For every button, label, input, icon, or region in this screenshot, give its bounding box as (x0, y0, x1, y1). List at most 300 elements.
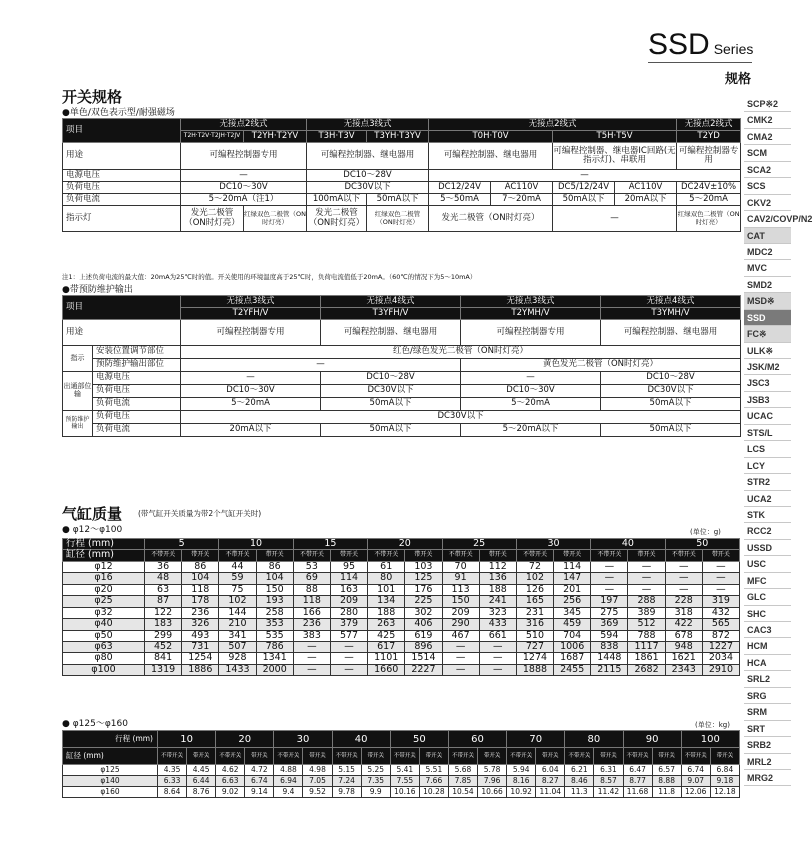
cell: 7.66 (419, 776, 448, 787)
header-group: 无接点4线式 (601, 296, 741, 308)
header-no-switch: 不带开关 (390, 748, 419, 765)
header-with-switch: 带开关 (710, 748, 739, 765)
cell: 12.18 (710, 787, 739, 798)
cell: — (591, 573, 628, 584)
cell: 2910 (702, 664, 739, 675)
cell: 144 (219, 607, 256, 618)
sidebar-item[interactable]: LCS (744, 441, 791, 457)
sidebar-item[interactable]: SMD2 (744, 277, 791, 293)
cell: 422 (665, 619, 702, 630)
cell: 577 (330, 630, 367, 641)
sidebar-item[interactable]: MDC2 (744, 244, 791, 260)
cell: 7.96 (478, 776, 507, 787)
header-model: T2YH·T2YV (244, 131, 307, 143)
cell: 5.15 (332, 765, 361, 776)
header-stroke-value: 20 (368, 539, 442, 550)
cell: 134 (368, 596, 405, 607)
cell: — (628, 573, 665, 584)
sidebar-item[interactable]: GLC (744, 589, 791, 605)
cell: φ63 (63, 641, 145, 652)
cell: 101 (368, 584, 405, 595)
header-model: T3YMH/V (601, 308, 741, 320)
sidebar-item[interactable]: SCP※2 (744, 96, 791, 112)
sidebar-item[interactable]: USC (744, 556, 791, 572)
cell: 493 (182, 630, 219, 641)
cell: 326 (182, 619, 219, 630)
cell: 183 (145, 619, 182, 630)
cell: 786 (256, 641, 293, 652)
cell: 1274 (516, 653, 553, 664)
cell: AC110V (615, 182, 677, 194)
cell: 263 (368, 619, 405, 630)
cell: 316 (516, 619, 553, 630)
cell: 发光二极管（ON时灯亮） (307, 206, 367, 232)
cell: — (479, 664, 516, 675)
cell: φ100 (63, 664, 145, 675)
cell: 8.77 (623, 776, 652, 787)
footnote: 注1：上述负荷电流的最大值：20mA为25℃时的值。开关使用的环境温度高于25℃时，负荷电流值低于20mA。（60℃的情况下为5～10mA） (62, 273, 477, 281)
cell: 6.47 (623, 765, 652, 776)
cell: 6.74 (681, 765, 710, 776)
cell: 50mA以下 (601, 424, 741, 437)
sidebar-item[interactable]: SRT (744, 721, 791, 737)
cell: 118 (293, 596, 330, 607)
cell: 166 (293, 607, 330, 618)
cell: 704 (554, 630, 591, 641)
header-with-switch: 带开关 (361, 748, 390, 765)
cell: φ50 (63, 630, 145, 641)
cell: 535 (256, 630, 293, 641)
cell: 209 (330, 596, 367, 607)
cell: φ25 (63, 596, 145, 607)
cell: 可编程控制器专用 (461, 320, 601, 346)
cell: DC12/24V (429, 182, 491, 194)
header-with-switch: 带开关 (182, 550, 219, 561)
cell: 9.9 (361, 787, 390, 798)
cell: 7～20mA (491, 194, 553, 206)
cell: 1448 (591, 653, 628, 664)
cell: 9.02 (216, 787, 245, 798)
table-row (63, 561, 740, 572)
series-index-sidebar (744, 96, 812, 786)
cell: 4.88 (274, 765, 303, 776)
cell: 126 (516, 584, 553, 595)
cell: 1621 (665, 653, 702, 664)
cell: φ16 (63, 573, 145, 584)
cell: 8.46 (565, 776, 594, 787)
sidebar-item[interactable]: MVC (744, 260, 791, 276)
cell: φ20 (63, 584, 145, 595)
sidebar-item[interactable]: SCM (744, 145, 791, 161)
cell: — (591, 584, 628, 595)
header-model: T0H·T0V (429, 131, 553, 143)
row-label: 负荷电压 (63, 182, 181, 194)
cell: 619 (405, 630, 442, 641)
cell: 178 (182, 596, 219, 607)
cell: — (293, 641, 330, 652)
maintenance-output-table (62, 295, 741, 437)
header-model: T3YFH/V (321, 308, 461, 320)
cell: 4.35 (158, 765, 187, 776)
cell: 838 (591, 641, 628, 652)
cell: 5.68 (448, 765, 477, 776)
sidebar-item[interactable]: JSC3 (744, 375, 791, 391)
cell: 9.18 (710, 776, 739, 787)
cell: 可编程控制器、继电器用 (321, 320, 461, 346)
sidebar-item[interactable]: CAT (744, 228, 791, 244)
cell: 113 (442, 584, 479, 595)
row-label: 预防维护输出部位 (93, 359, 181, 372)
unit-label: (单位：kg) (695, 721, 730, 729)
cell: 4.45 (187, 765, 216, 776)
cell: 1227 (702, 641, 739, 652)
header-group: 无接点4线式 (321, 296, 461, 308)
sidebar-item[interactable]: SRL2 (744, 671, 791, 687)
cell: 4.62 (216, 765, 245, 776)
header-with-switch: 带开关 (479, 550, 516, 561)
cell: 2455 (554, 664, 591, 675)
sidebar-item[interactable]: SRB2 (744, 737, 791, 753)
cell: 50mA以下 (367, 194, 429, 206)
cell: 225 (405, 596, 442, 607)
cell: — (553, 206, 677, 232)
cell: DC30V以下 (181, 411, 741, 424)
header-with-switch: 带开关 (419, 748, 448, 765)
cell: 112 (479, 561, 516, 572)
cell: 8.16 (507, 776, 536, 787)
cell: 594 (591, 630, 628, 641)
cell: 红绿双色二极管（ON时灯亮） (367, 206, 429, 232)
cell: 150 (256, 584, 293, 595)
cell: 467 (442, 630, 479, 641)
cell: 353 (256, 619, 293, 630)
sidebar-item[interactable]: MRL2 (744, 754, 791, 770)
cell: 95 (330, 561, 367, 572)
sidebar-item[interactable]: MFC (744, 573, 791, 589)
cell: 11.42 (594, 787, 623, 798)
sidebar-item[interactable]: UCAC (744, 408, 791, 424)
header-model: T2YMH/V (461, 308, 601, 320)
section-title-cylinder-mass: 气缸质量 (62, 506, 123, 523)
table-row (63, 596, 740, 607)
cell: 4.98 (303, 765, 332, 776)
sidebar-item[interactable]: STR2 (744, 474, 791, 490)
header-stroke-value: 50 (390, 731, 448, 748)
cell: 452 (145, 641, 182, 652)
cell: 20mA以下 (181, 424, 321, 437)
sidebar-item[interactable]: HCM (744, 638, 791, 654)
cell: DC10～28V (321, 372, 461, 385)
header-group: 无接点3线式 (181, 296, 321, 308)
row-label: 用途 (63, 320, 181, 346)
cell: 9.14 (245, 787, 274, 798)
cell: 258 (256, 607, 293, 618)
header-with-switch: 带开关 (405, 550, 442, 561)
table-row (63, 630, 740, 641)
cell: DC30V以下 (307, 182, 429, 194)
cell: 2227 (405, 664, 442, 675)
cell: 91 (442, 573, 479, 584)
cell: 661 (479, 630, 516, 641)
cell: 8.27 (536, 776, 565, 787)
cell: 1660 (368, 664, 405, 675)
cell: 176 (405, 584, 442, 595)
cell: 可编程控制器专用 (677, 143, 741, 170)
header-item: 项目 (63, 119, 181, 143)
cell: φ40 (63, 619, 145, 630)
cell: 383 (293, 630, 330, 641)
cell: 100mA以下 (307, 194, 367, 206)
cell: 88 (293, 584, 330, 595)
cell: 8.57 (594, 776, 623, 787)
cell: 5.94 (507, 765, 536, 776)
cell: 75 (219, 584, 256, 595)
cell: 727 (516, 641, 553, 652)
cell: 50mA以下 (321, 398, 461, 411)
group-label: 预防维护输出 (63, 411, 93, 437)
header-with-switch: 带开关 (256, 550, 293, 561)
sidebar-item[interactable]: FC※ (744, 326, 791, 342)
row-label: 负荷电流 (93, 398, 181, 411)
header-with-switch: 带开关 (303, 748, 332, 765)
cell: 48 (145, 573, 182, 584)
table-row (63, 787, 740, 798)
cell: 9.4 (274, 787, 303, 798)
cell: 948 (665, 641, 702, 652)
cell: 87 (145, 596, 182, 607)
header-no-switch: 不带开关 (293, 550, 330, 561)
header-no-switch: 不带开关 (145, 550, 182, 561)
group-label: 指示 (63, 346, 93, 372)
header-with-switch: 带开关 (594, 748, 623, 765)
header-group: 无接点2线式 (181, 119, 307, 131)
cell: 507 (219, 641, 256, 652)
row-label: 电源电压 (93, 372, 181, 385)
cell: 125 (405, 573, 442, 584)
table-row (63, 765, 740, 776)
header-group: 无接点3线式 (307, 119, 429, 131)
cell: DC30V以下 (601, 385, 741, 398)
sidebar-item[interactable]: CMA2 (744, 129, 791, 145)
cell: 可编程控制器、继电器用 (601, 320, 741, 346)
sidebar-item[interactable]: STK (744, 507, 791, 523)
spec-heading: 规格 (725, 72, 752, 87)
header-item: 项目 (63, 296, 181, 320)
sidebar-item[interactable]: RCC2 (744, 523, 791, 539)
cell: 6.63 (216, 776, 245, 787)
cell: φ32 (63, 607, 145, 618)
cell: 5～20mA（注1） (181, 194, 307, 206)
cell: 241 (479, 596, 516, 607)
header-no-switch: 不带开关 (565, 748, 594, 765)
cell: φ160 (63, 787, 158, 798)
cell: 1006 (554, 641, 591, 652)
cell: DC10～28V (601, 372, 741, 385)
switch-spec-table (62, 118, 741, 232)
cell: 8.64 (158, 787, 187, 798)
cell: — (330, 653, 367, 664)
header-model: T2YFH/V (181, 308, 321, 320)
header-no-switch: 不带开关 (158, 748, 187, 765)
sidebar-item[interactable]: SCS (744, 178, 791, 194)
table-row (63, 607, 740, 618)
cell: 928 (219, 653, 256, 664)
cell: — (665, 584, 702, 595)
cell: 288 (628, 596, 665, 607)
cell: — (665, 561, 702, 572)
header-no-switch: 不带开关 (507, 748, 536, 765)
cell: 118 (182, 584, 219, 595)
cell: 发光二极管（ON时灯亮） (429, 206, 553, 232)
sidebar-item[interactable]: SHC (744, 606, 791, 622)
row-label: 用途 (63, 143, 181, 170)
sidebar-item[interactable]: CAC3 (744, 622, 791, 638)
row-label: 负荷电压 (93, 411, 181, 424)
cell: 5.25 (361, 765, 390, 776)
row-label: 负荷电压 (93, 385, 181, 398)
header-stroke-value: 80 (565, 731, 623, 748)
row-label: 指示灯 (63, 206, 181, 232)
cell: 210 (219, 619, 256, 630)
header-stroke-value: 5 (145, 539, 219, 550)
cell: 70 (442, 561, 479, 572)
bore-range: ● φ12～φ100 (62, 525, 123, 535)
cell: 433 (479, 619, 516, 630)
cell: — (293, 653, 330, 664)
sidebar-item[interactable]: ULK※ (744, 343, 791, 359)
subtitle-single-dual: ●单色/双色表示型/耐强磁场 (62, 108, 175, 118)
header-stroke: 行程 (mm) (63, 539, 145, 550)
cell: 788 (628, 630, 665, 641)
cell: 11.8 (652, 787, 681, 798)
series-name: SSD (648, 28, 710, 61)
cell: — (628, 561, 665, 572)
cell: 53 (293, 561, 330, 572)
cell: — (330, 664, 367, 675)
header-bore: 缸径 (mm) (63, 748, 158, 765)
bore-range: ● φ125～φ160 (62, 719, 128, 729)
cell: — (628, 584, 665, 595)
cell: 8.88 (652, 776, 681, 787)
cell: AC110V (491, 182, 553, 194)
sidebar-item[interactable]: SRG (744, 688, 791, 704)
cell: — (181, 359, 461, 372)
cell: — (702, 584, 739, 595)
sidebar-item[interactable]: MRG2 (744, 770, 791, 786)
cell: 231 (516, 607, 553, 618)
cell: — (461, 372, 601, 385)
cell: 1117 (628, 641, 665, 652)
sidebar-item[interactable]: CAV2/COVP/N2 (744, 211, 791, 227)
cell: 80 (368, 573, 405, 584)
cell: 11.3 (565, 787, 594, 798)
table-row (63, 776, 740, 787)
cell: 379 (330, 619, 367, 630)
cell: 9.07 (681, 776, 710, 787)
cell: 163 (330, 584, 367, 595)
sidebar-item[interactable]: CKV2 (744, 195, 791, 211)
cell: 280 (330, 607, 367, 618)
cell: DC10～30V (181, 182, 307, 194)
cell: 275 (591, 607, 628, 618)
header-no-switch: 不带开关 (448, 748, 477, 765)
cell: 345 (554, 607, 591, 618)
sidebar-item[interactable]: HCA (744, 655, 791, 671)
cell: 256 (554, 596, 591, 607)
cell: 236 (182, 607, 219, 618)
header-stroke-value: 90 (623, 731, 681, 748)
cell: 565 (702, 619, 739, 630)
cell: 5～20mA以下 (461, 424, 601, 437)
cell: 114 (554, 561, 591, 572)
cell: 201 (554, 584, 591, 595)
cell: 318 (665, 607, 702, 618)
sidebar-item[interactable]: JSK/M2 (744, 359, 791, 375)
cell: 5.41 (390, 765, 419, 776)
sidebar-item[interactable]: JSB3 (744, 392, 791, 408)
sidebar-item[interactable]: SRM (744, 704, 791, 720)
cell: 6.33 (158, 776, 187, 787)
cell: 72 (516, 561, 553, 572)
cell: φ140 (63, 776, 158, 787)
header-group: 无接点2线式 (429, 119, 677, 131)
header-stroke-value: 40 (332, 731, 390, 748)
header-group: 无接点2线式 (677, 119, 741, 131)
cell: 731 (182, 641, 219, 652)
cell: 5～20mA (181, 398, 321, 411)
cell: 6.04 (536, 765, 565, 776)
sidebar-item[interactable]: UCA2 (744, 491, 791, 507)
cell: 50mA以下 (601, 398, 741, 411)
table-row (63, 653, 740, 664)
cell: 可编程控制器、继电器IC回路(无指示灯)、串联用 (553, 143, 677, 170)
cell: — (479, 641, 516, 652)
cell: 299 (145, 630, 182, 641)
cell: 5～20mA (677, 194, 741, 206)
header-stroke-value: 40 (591, 539, 665, 550)
sidebar-item[interactable]: CMK2 (744, 112, 791, 128)
sidebar-item[interactable]: LCY (744, 458, 791, 474)
sidebar-item[interactable]: SCA2 (744, 162, 791, 178)
cell: 36 (145, 561, 182, 572)
header-with-switch: 带开关 (702, 550, 739, 561)
cell: — (479, 653, 516, 664)
sidebar-item[interactable]: USSD (744, 540, 791, 556)
cell: 209 (442, 607, 479, 618)
cell: 102 (516, 573, 553, 584)
cell: 122 (145, 607, 182, 618)
cell: 136 (479, 573, 516, 584)
cell: — (665, 573, 702, 584)
cell: 1514 (405, 653, 442, 664)
sidebar-item[interactable]: MSD※ (744, 293, 791, 309)
table-row (63, 619, 740, 630)
cell: 102 (219, 596, 256, 607)
cell: 5.51 (419, 765, 448, 776)
cell: 1341 (256, 653, 293, 664)
sidebar-item[interactable]: STS/L (744, 425, 791, 441)
row-label: 负荷电流 (63, 194, 181, 206)
header-group: 无接点3线式 (461, 296, 601, 308)
header-model: T2H·T2V·T2JH·T2JV (181, 131, 244, 143)
cell: 7.35 (361, 776, 390, 787)
table-row (63, 573, 740, 584)
header-bore: 缸径 (mm) (63, 550, 145, 561)
cell: — (591, 561, 628, 572)
sidebar-item[interactable]: SSD (744, 310, 791, 326)
cylinder-mass-table (62, 538, 740, 676)
header-no-switch: 不带开关 (623, 748, 652, 765)
